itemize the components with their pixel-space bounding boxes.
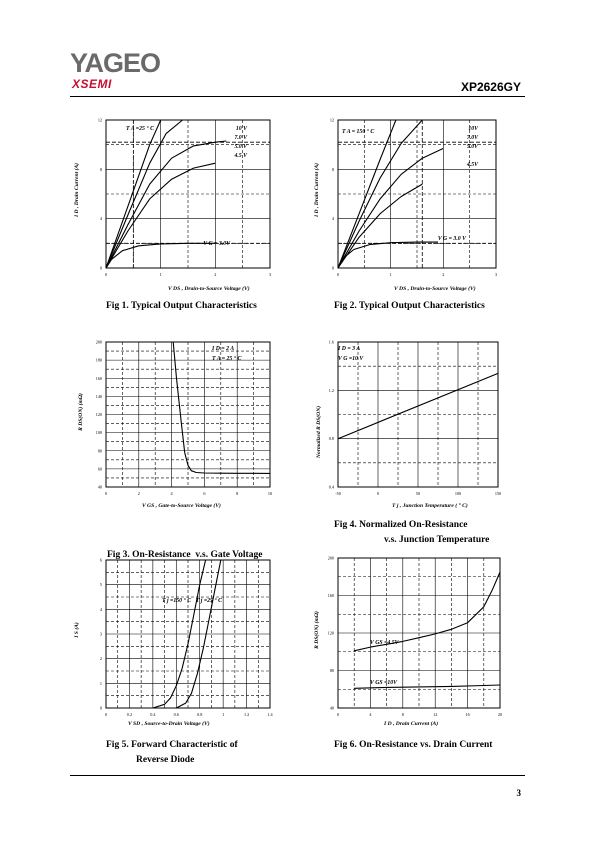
series-annotation: T A = 150 ° C xyxy=(342,129,375,135)
y-tick-label: 140 xyxy=(95,393,102,399)
series-annotation: 7.0 V xyxy=(234,135,247,141)
y-tick-label: 1.2 xyxy=(328,387,334,393)
x-axis-label: V GS , Gate-to-Source Voltage (V) xyxy=(142,503,221,509)
y-tick-label: 12 xyxy=(97,117,102,123)
y-tick-label: 3 xyxy=(99,631,102,637)
series-annotation: 4.5 V xyxy=(234,153,247,159)
x-tick-label: 1.4 xyxy=(267,712,273,717)
x-tick-label: 3 xyxy=(494,272,498,277)
xsemi-logo: XSEMI xyxy=(72,77,112,91)
series-annotation: V GS =4.5V xyxy=(370,640,399,646)
x-tick-label: 4 xyxy=(170,491,173,496)
series-line xyxy=(354,572,500,651)
figure-3-chart xyxy=(70,332,285,512)
x-axis-label: I D , Drain Current (A) xyxy=(384,721,439,727)
y-tick-label: 2 xyxy=(99,656,102,662)
y-tick-label: 8 xyxy=(331,166,334,172)
series-annotation: V G = 3.0 V xyxy=(437,236,466,242)
yageo-logo: YAGEO xyxy=(70,48,161,78)
figure-6-chart xyxy=(308,550,523,730)
y-tick-label: 80 xyxy=(329,668,334,673)
x-tick-label: 50 xyxy=(415,491,421,496)
y-tick-label: 100 xyxy=(95,430,102,436)
x-tick-label: 0 xyxy=(104,491,108,496)
series-annotation: T A =25 ° C xyxy=(126,126,154,132)
series-annotation: V GS =10V xyxy=(370,680,398,686)
x-tick-label: 0.2 xyxy=(126,712,133,717)
y-tick-label: 0 xyxy=(99,705,102,711)
series-annotation: 5.0V xyxy=(466,144,478,150)
y-axis-label: I D , Drain Current (A) xyxy=(74,162,80,218)
page-number: 3 xyxy=(516,788,521,798)
series-line xyxy=(338,184,422,268)
x-tick-label: 6 xyxy=(203,491,206,496)
y-tick-label: 160 xyxy=(327,593,334,598)
figure-4-svg xyxy=(308,332,523,512)
y-tick-label: 120 xyxy=(327,630,334,636)
x-tick-label: -50 xyxy=(335,491,341,496)
x-tick-label: 100 xyxy=(454,491,462,496)
figure-4-chart xyxy=(308,332,523,512)
y-tick-label: 200 xyxy=(327,555,334,561)
series-annotation: 7.0V xyxy=(466,135,478,141)
series-annotation: I D = 2 A xyxy=(212,346,235,352)
x-tick-label: 8 xyxy=(236,491,239,496)
x-tick-label: 0.6 xyxy=(173,712,179,717)
series-annotation: T j =150 ° C xyxy=(162,598,192,604)
figure-2-svg xyxy=(308,110,523,295)
y-tick-label: 8 xyxy=(99,166,102,172)
y-tick-label: 4 xyxy=(99,216,102,222)
figure-2-caption: Fig 2. Typical Output Characteristics xyxy=(334,301,485,311)
y-tick-label: 40 xyxy=(97,484,102,490)
figure-3-svg xyxy=(70,332,285,512)
x-tick-label: 0.8 xyxy=(197,712,203,717)
y-tick-label: 160 xyxy=(95,375,102,381)
figure-6-svg xyxy=(308,550,523,730)
x-tick-label: 2 xyxy=(137,491,140,496)
x-tick-label: 1 xyxy=(159,272,162,277)
y-tick-label: 6 xyxy=(99,557,102,563)
series-annotation: 10 V xyxy=(235,126,247,132)
x-tick-label: 20 xyxy=(497,712,503,717)
figure-5-caption: Fig 5. Forward Characteristic of Reverse Diode xyxy=(106,740,238,765)
y-axis-label: I D , Drain Current (A) xyxy=(314,162,320,218)
series-annotation: T A = 25 ° C xyxy=(212,356,242,362)
x-tick-label: 1 xyxy=(222,712,225,717)
figure-6-caption: Fig 6. On-Resistance vs. Drain Current xyxy=(334,740,493,750)
x-tick-label: 4 xyxy=(369,712,372,717)
figure-2-chart xyxy=(308,110,523,295)
y-tick-label: 4 xyxy=(331,216,334,222)
y-tick-label: 0.8 xyxy=(328,436,334,442)
header-rule xyxy=(70,96,525,97)
x-tick-label: 3 xyxy=(268,272,272,277)
y-axis-label: R DS(ON) (mΩ) xyxy=(314,611,320,649)
y-tick-label: 80 xyxy=(97,448,102,454)
y-tick-label: 1 xyxy=(99,680,102,686)
y-tick-label: 5 xyxy=(99,582,102,588)
y-tick-label: 60 xyxy=(97,466,102,472)
x-axis-label: T j , Junction Temperature ( ° C) xyxy=(392,503,468,509)
series-annotation: V G = 3.0V xyxy=(203,241,230,247)
x-tick-label: 0.4 xyxy=(150,712,156,717)
figure-3-caption: Fig 3. On-Resistance v.s. Gate Voltage xyxy=(107,550,263,560)
x-axis-label: V SD , Source-to-Drain Voltage (V) xyxy=(128,721,210,727)
y-tick-label: 0 xyxy=(331,265,334,271)
y-tick-label: 12 xyxy=(329,117,334,123)
y-axis-label: R DS(ON) (mΩ) xyxy=(78,393,84,431)
y-tick-label: 180 xyxy=(95,357,102,363)
series-annotation: I D = 3 A xyxy=(338,346,361,352)
x-tick-label: 10 xyxy=(267,491,273,496)
series-annotation: 5.0 V xyxy=(234,144,247,150)
part-number: XP2626GY xyxy=(460,80,521,94)
figure-1-svg xyxy=(70,110,285,295)
series-line xyxy=(106,141,226,268)
x-tick-label: 0 xyxy=(336,272,340,277)
figure-1-caption: Fig 1. Typical Output Characteristics xyxy=(106,301,257,311)
x-axis-label: V DS , Drain-to-Source Voltage (V) xyxy=(394,286,476,292)
x-tick-label: 16 xyxy=(465,712,470,717)
x-tick-label: 0 xyxy=(376,491,380,496)
x-tick-label: 150 xyxy=(494,491,502,496)
figure-1-chart xyxy=(70,110,285,295)
x-tick-label: 1 xyxy=(389,272,392,277)
y-tick-label: 0.4 xyxy=(328,484,334,490)
x-tick-label: 2 xyxy=(214,272,217,277)
figure-4-caption: Fig 4. Normalized On-Resistance v.s. Junction Temperature xyxy=(334,520,490,545)
series-annotation: 10V xyxy=(468,126,478,132)
y-axis-label: Normalized R DS(ON) xyxy=(316,405,322,459)
y-tick-label: 4 xyxy=(99,606,102,612)
footer-rule xyxy=(70,775,525,776)
x-axis-label: V DS , Drain-to-Source Voltage (V) xyxy=(168,286,250,292)
y-tick-label: 120 xyxy=(95,412,102,417)
x-tick-label: 12 xyxy=(433,712,438,717)
y-tick-label: 1.6 xyxy=(328,339,334,345)
y-tick-label: 40 xyxy=(329,705,334,711)
series-annotation: V G =10 V xyxy=(338,356,364,362)
x-tick-label: 8 xyxy=(401,712,404,717)
series-annotation: 4.5V xyxy=(466,162,478,168)
y-tick-label: 200 xyxy=(95,339,102,345)
x-tick-label: 0 xyxy=(104,272,108,277)
x-tick-label: 0 xyxy=(336,712,340,717)
y-axis-label: I S (A) xyxy=(74,622,80,638)
x-tick-label: 2 xyxy=(442,272,445,277)
series-annotation: T j =25 ° C xyxy=(195,598,222,604)
y-tick-label: 0 xyxy=(99,265,102,271)
x-tick-label: 1.2 xyxy=(243,712,250,717)
x-tick-label: 0 xyxy=(104,712,108,717)
